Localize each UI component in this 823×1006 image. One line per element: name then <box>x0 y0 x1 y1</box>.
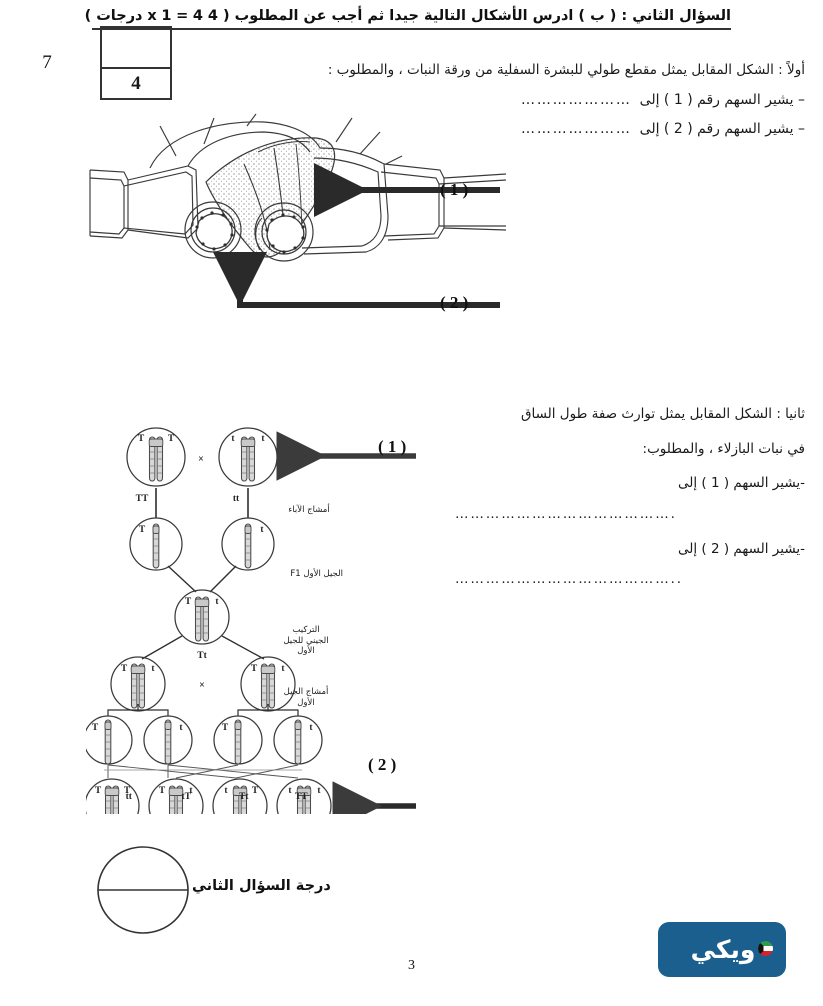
page-title: السؤال الثاني : ( ب ) ادرس الأشكال التالية جيدا ثم أجب عن المطلوب ( 4 x 1 = 4 درجات ) <box>84 8 731 24</box>
f1-cross-cell-1 <box>111 657 165 711</box>
question-two-text <box>455 402 805 593</box>
svg-text:t: t <box>261 434 265 444</box>
wiki-watermark-logo <box>658 922 786 977</box>
question-one-item-2-label: – يشير السهم رقم ( 2 ) إلى <box>639 121 805 138</box>
wiki-watermark-text: ويكي <box>690 935 756 964</box>
question-one-item-2-answer-line[interactable]: ………………… <box>521 121 632 138</box>
svg-text:T: T <box>94 786 102 796</box>
f2-genotype-1: TT <box>294 792 308 802</box>
f1-cell <box>175 590 229 661</box>
f1-cross-symbol: × <box>199 680 205 691</box>
question-two-lead-line2: في نبات البازلاء ، والمطلوب: <box>642 440 805 457</box>
mark-box-value: 4 <box>131 72 141 94</box>
svg-text:t: t <box>260 525 264 535</box>
fertilisation-lines <box>104 765 302 778</box>
svg-text:Tt: Tt <box>197 651 207 661</box>
svg-text:t: t <box>189 786 193 796</box>
svg-text:t: t <box>215 597 219 607</box>
svg-text:t: t <box>151 664 155 674</box>
kuwait-flag-icon <box>758 941 773 956</box>
leaf-arrow-1-label: ( 1 ) <box>440 180 469 199</box>
question-two-item-2-label: -يشير السهم ( 2 ) إلى <box>677 540 805 557</box>
score-circle-value: 7 <box>42 52 52 73</box>
f2-genotype-4: tt <box>125 792 132 802</box>
svg-text:T: T <box>137 434 145 444</box>
f1-gamete-3 <box>214 716 262 764</box>
f1-gamete-4 <box>274 716 322 764</box>
label-f1-generation: الجيل الأول F1 <box>290 569 343 579</box>
parent-cross-symbol: × <box>198 454 204 465</box>
svg-text:TT: TT <box>135 494 149 504</box>
f1-gamete-2 <box>144 716 192 764</box>
svg-text:t: t <box>281 664 285 674</box>
svg-text:T: T <box>184 597 192 607</box>
svg-text:t: t <box>224 786 228 796</box>
svg-text:t: t <box>288 786 292 796</box>
f2-genotype-2: Tt <box>239 792 249 802</box>
f2-genotype-3: tT <box>181 792 191 802</box>
question-two-item-1-label: -يشير السهم ( 1 ) إلى <box>677 475 805 492</box>
gen-arrow-2-label: ( 2 ) <box>368 755 397 774</box>
mark-box-empty-cell <box>102 28 170 69</box>
svg-text:t: t <box>231 434 235 444</box>
svg-text:T: T <box>138 525 146 535</box>
question-one-lead: أولاً : الشكل المقابل يمثل مقطع طولي للبشرة السفلية من ورقة النبات ، والمطلوب : <box>327 62 805 78</box>
svg-text:T: T <box>123 786 131 796</box>
question-two-item-1-answer-line[interactable]: ……………………………………. <box>455 505 677 522</box>
svg-text:t: t <box>317 786 321 796</box>
svg-text:T: T <box>91 723 99 733</box>
svg-text:T: T <box>120 664 128 674</box>
svg-text:T: T <box>221 723 229 733</box>
svg-text:T: T <box>250 664 258 674</box>
genetics-cross-figure <box>86 414 426 814</box>
mark-box <box>100 26 172 100</box>
svg-text:t: t <box>179 723 183 733</box>
label-f1-gametes: أمشاج الجيل الأول <box>283 687 329 708</box>
svg-text:T: T <box>158 786 166 796</box>
label-f1-genotype: التركيب الجيني للجيل الأول <box>283 625 329 657</box>
svg-text:tt: tt <box>232 494 240 504</box>
parent-gamete-2 <box>222 518 274 570</box>
question-one-item-1-answer-line[interactable]: ………………… <box>521 91 632 108</box>
question-two-item-2-answer-line[interactable]: …………………………………….. <box>455 571 683 588</box>
f2-genotype-row <box>100 792 330 802</box>
question-two-lead-line1: ثانيا : الشكل المقابل يمثل توارث صفة طول الساق <box>521 406 805 422</box>
gen-arrow-1-label: ( 1 ) <box>378 437 407 456</box>
f1-gamete-1 <box>86 716 132 764</box>
svg-text:T: T <box>167 434 175 444</box>
svg-text:t: t <box>309 723 313 733</box>
label-parent-gametes: أمشاج الآباء <box>288 505 330 515</box>
parent-gamete-1 <box>130 518 182 570</box>
leaf-arrow-2-label: ( 2 ) <box>440 293 469 312</box>
page-number: 3 <box>408 958 415 973</box>
score-circle-label: درجة السؤال الثاني <box>192 878 331 894</box>
question-one-item-1-label: – يشير السهم رقم ( 1 ) إلى <box>639 91 805 108</box>
question-header <box>84 4 731 30</box>
svg-text:T: T <box>251 786 259 796</box>
score-circle <box>96 845 190 935</box>
